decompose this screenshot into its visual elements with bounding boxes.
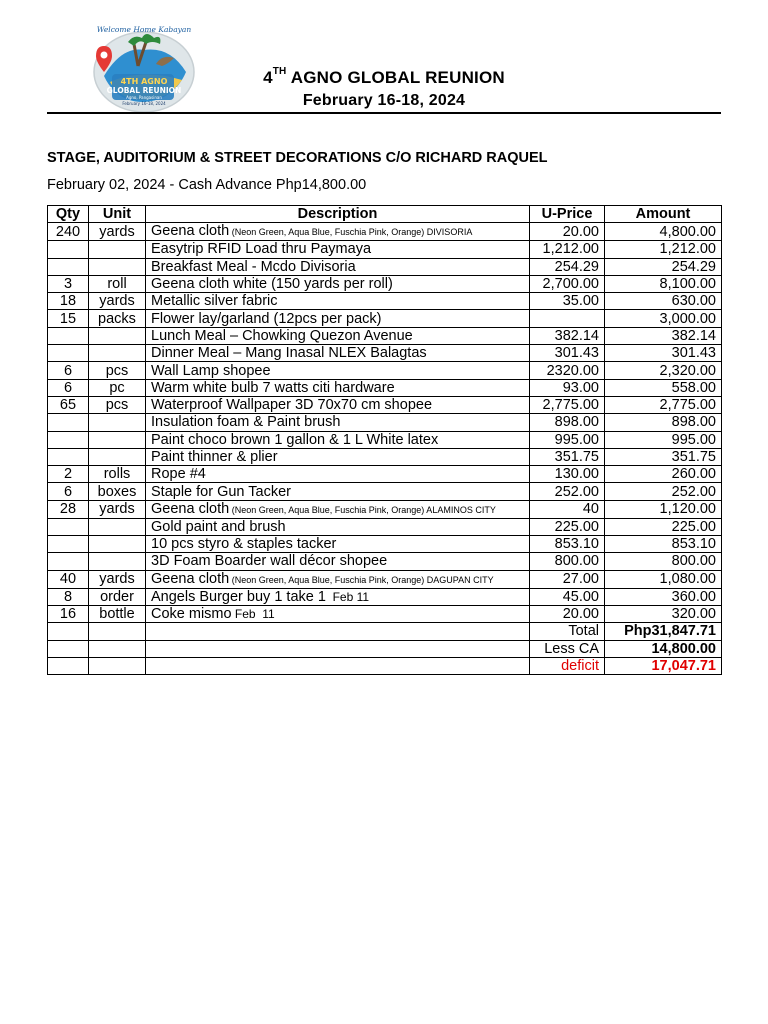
cell-qty [48, 241, 89, 258]
description-note: (Neon Green, Aqua Blue, Fuschia Pink, Orange) ALAMINOS CITY [229, 504, 496, 515]
event-title-text: AGNO GLOBAL REUNION [286, 68, 505, 87]
cell-unit: yards [89, 293, 146, 310]
cell-unit [89, 345, 146, 362]
cell-qty [48, 414, 89, 431]
description-text: Paint choco brown 1 gallon & 1 L White latex [151, 431, 439, 448]
cell-amount: 225.00 [605, 518, 722, 535]
cell-amount: 4,800.00 [605, 223, 722, 241]
cell-description [146, 483, 530, 500]
cell-unit: yards [89, 223, 146, 241]
cell-description [146, 223, 530, 241]
cell-unit [89, 448, 146, 465]
cell-qty: 16 [48, 605, 89, 622]
cell-amount: 252.00 [605, 483, 722, 500]
cell-uprice: 898.00 [530, 414, 605, 431]
table-row [48, 518, 722, 535]
cell-amount: 2,320.00 [605, 362, 722, 379]
cell-uprice: 45.00 [530, 588, 605, 605]
table-row [48, 396, 722, 413]
summary-label: deficit [530, 657, 605, 674]
cell-uprice: 382.14 [530, 327, 605, 344]
logo-line4: February 16-18, 2024 [122, 101, 166, 106]
cell-description [146, 275, 530, 292]
cell-description [146, 570, 530, 588]
cell-description [146, 293, 530, 310]
cell-description [146, 448, 530, 465]
cell-uprice: 20.00 [530, 605, 605, 622]
cell-unit: yards [89, 500, 146, 518]
cell-unit: rolls [89, 466, 146, 483]
cell-amount: 360.00 [605, 588, 722, 605]
event-title [160, 68, 608, 88]
cell-uprice: 225.00 [530, 518, 605, 535]
empty-cell [89, 640, 146, 657]
description-note: (Neon Green, Aqua Blue, Fuschia Pink, Orange) DIVISORIA [229, 227, 473, 238]
empty-cell [48, 640, 89, 657]
cell-amount: 254.29 [605, 258, 722, 275]
cell-qty [48, 327, 89, 344]
cell-unit: pc [89, 379, 146, 396]
cell-qty: 28 [48, 500, 89, 518]
cell-amount: 382.14 [605, 327, 722, 344]
cell-unit: packs [89, 310, 146, 327]
cell-description [146, 379, 530, 396]
description-text: Geena cloth [151, 570, 230, 587]
description-note: (Neon Green, Aqua Blue, Fuschia Pink, Orange) DAGUPAN CITY [229, 574, 494, 585]
summary-value: Php31,847.71 [605, 623, 722, 640]
cell-uprice: 301.43 [530, 345, 605, 362]
cash-advance-line: February 02, 2024 - Cash Advance Php14,800.00 [47, 177, 367, 193]
summary-label: Less CA [530, 640, 605, 657]
cell-qty: 65 [48, 396, 89, 413]
table-row [48, 500, 722, 518]
description-text: Waterproof Wallpaper 3D 70x70 cm shopee [151, 397, 433, 414]
cell-qty: 3 [48, 275, 89, 292]
cell-description [146, 327, 530, 344]
cell-amount: 558.00 [605, 379, 722, 396]
cell-amount: 995.00 [605, 431, 722, 448]
summary-row-total [48, 623, 722, 640]
description-text: Flower lay/garland (12pcs per pack) [151, 310, 382, 327]
cell-qty: 2 [48, 466, 89, 483]
cell-description [146, 466, 530, 483]
cell-uprice: 40 [530, 500, 605, 518]
cell-unit [89, 258, 146, 275]
cell-description [146, 518, 530, 535]
cell-description [146, 362, 530, 379]
header-description: Description [146, 206, 530, 223]
cell-uprice: 27.00 [530, 570, 605, 588]
logo-line3: Agno, Pangasinan [126, 95, 162, 100]
cell-unit [89, 431, 146, 448]
description-text: Paint thinner & plier [151, 449, 278, 465]
cell-description [146, 588, 530, 605]
cell-unit [89, 414, 146, 431]
cell-qty [48, 431, 89, 448]
cell-qty: 6 [48, 362, 89, 379]
cell-amount: 1,080.00 [605, 570, 722, 588]
cell-qty [48, 553, 89, 570]
empty-cell [146, 623, 530, 640]
description-text: Lunch Meal – Chowking Quezon Avenue [151, 327, 413, 344]
table-row [48, 536, 722, 553]
description-date: Feb 11 [325, 589, 370, 604]
empty-cell [146, 657, 530, 674]
cell-amount: 8,100.00 [605, 275, 722, 292]
section-title: STAGE, AUDITORIUM & STREET DECORATIONS C/O RICHARD RAQUEL [47, 150, 548, 166]
description-text: Angels Burger buy 1 take 1 [151, 588, 326, 605]
cell-qty: 240 [48, 223, 89, 241]
description-text: 3D Foam Boarder wall décor shopee [151, 553, 388, 570]
empty-cell [89, 623, 146, 640]
cell-description [146, 310, 530, 327]
description-text: Coke mismo [151, 606, 232, 623]
cell-uprice: 2,775.00 [530, 396, 605, 413]
table-row [48, 431, 722, 448]
cell-uprice: 1,212.00 [530, 241, 605, 258]
table-row [48, 553, 722, 570]
cell-description [146, 536, 530, 553]
table-row [48, 362, 722, 379]
empty-cell [146, 640, 530, 657]
cell-amount: 3,000.00 [605, 310, 722, 327]
description-text: Rope #4 [151, 466, 206, 483]
cell-amount: 630.00 [605, 293, 722, 310]
cell-unit: pcs [89, 362, 146, 379]
table-row [48, 258, 722, 275]
cell-uprice: 130.00 [530, 466, 605, 483]
logo-script: Welcome Home Kabayan [96, 25, 192, 34]
header-divider [47, 112, 721, 114]
cell-amount: 260.00 [605, 466, 722, 483]
header-uprice: U-Price [530, 206, 605, 223]
cell-qty [48, 258, 89, 275]
table-row [48, 414, 722, 431]
empty-cell [48, 657, 89, 674]
description-text: Geena cloth [151, 500, 230, 517]
event-title-suffix: TH [272, 66, 287, 77]
description-text: Warm white bulb 7 watts citi hardware [151, 379, 395, 396]
cell-qty: 6 [48, 483, 89, 500]
table-row [48, 605, 722, 622]
cell-qty [48, 345, 89, 362]
cell-description [146, 396, 530, 413]
cell-unit [89, 327, 146, 344]
cell-qty: 40 [48, 570, 89, 588]
cell-amount: 898.00 [605, 414, 722, 431]
cell-uprice: 20.00 [530, 223, 605, 241]
table-row [48, 379, 722, 396]
description-date: Feb 11 [231, 607, 275, 622]
header-amount: Amount [605, 206, 722, 223]
cell-qty [48, 448, 89, 465]
cell-amount: 1,120.00 [605, 500, 722, 518]
cell-amount: 1,212.00 [605, 241, 722, 258]
description-text: Easytrip RFID Load thru Paymaya [151, 241, 372, 258]
cell-unit: roll [89, 275, 146, 292]
table-row [48, 570, 722, 588]
table-row [48, 327, 722, 344]
table-row [48, 310, 722, 327]
summary-value: 17,047.71 [605, 657, 722, 674]
cell-description [146, 553, 530, 570]
cell-qty [48, 536, 89, 553]
cell-unit [89, 518, 146, 535]
description-text: Breakfast Meal - Mcdo Divisoria [151, 258, 356, 275]
cell-uprice: 2320.00 [530, 362, 605, 379]
table-row [48, 275, 722, 292]
expense-table [47, 205, 722, 675]
cell-unit [89, 241, 146, 258]
cell-uprice: 254.29 [530, 258, 605, 275]
cell-amount: 2,775.00 [605, 396, 722, 413]
cell-uprice: 853.10 [530, 536, 605, 553]
description-text: Geena cloth [151, 223, 230, 240]
event-dates: February 16-18, 2024 [302, 92, 466, 109]
table-row [48, 466, 722, 483]
table-row [48, 293, 722, 310]
cell-uprice: 35.00 [530, 293, 605, 310]
cell-qty: 18 [48, 293, 89, 310]
cell-amount: 800.00 [605, 553, 722, 570]
cell-description [146, 258, 530, 275]
cell-description [146, 431, 530, 448]
cell-uprice: 252.00 [530, 483, 605, 500]
logo-line1: 4TH AGNO [120, 77, 168, 86]
cell-uprice [530, 310, 605, 327]
description-text: 10 pcs styro & staples tacker [151, 536, 337, 553]
summary-row-less [48, 640, 722, 657]
description-text: Metallic silver fabric [151, 293, 278, 310]
event-title-number: 4 [263, 68, 273, 87]
cell-description [146, 605, 530, 622]
description-text: Insulation foam & Paint brush [151, 414, 341, 431]
summary-row-deficit [48, 657, 722, 674]
cell-unit: bottle [89, 605, 146, 622]
empty-cell [48, 623, 89, 640]
cell-amount: 301.43 [605, 345, 722, 362]
header-unit: Unit [89, 206, 146, 223]
header-qty: Qty [48, 206, 89, 223]
cell-description [146, 345, 530, 362]
cell-unit: boxes [89, 483, 146, 500]
cell-unit [89, 536, 146, 553]
cell-description [146, 241, 530, 258]
table-row [48, 483, 722, 500]
summary-label: Total [530, 623, 605, 640]
description-text: Wall Lamp shopee [151, 362, 271, 379]
cell-description [146, 500, 530, 518]
table-row [48, 241, 722, 258]
table-row [48, 345, 722, 362]
cell-amount: 853.10 [605, 536, 722, 553]
summary-value: 14,800.00 [605, 640, 722, 657]
cell-qty [48, 518, 89, 535]
description-text: Gold paint and brush [151, 518, 286, 535]
cell-amount: 320.00 [605, 605, 722, 622]
cell-qty: 15 [48, 310, 89, 327]
cell-uprice: 351.75 [530, 448, 605, 465]
cell-qty: 6 [48, 379, 89, 396]
cell-unit [89, 553, 146, 570]
description-text: Geena cloth white (150 yards per roll) [151, 276, 393, 293]
logo-line2: GLOBAL REUNION [106, 86, 182, 95]
empty-cell [89, 657, 146, 674]
cell-uprice: 93.00 [530, 379, 605, 396]
cell-uprice: 995.00 [530, 431, 605, 448]
table-header-row [48, 206, 722, 223]
cell-unit: pcs [89, 396, 146, 413]
cell-uprice: 2,700.00 [530, 275, 605, 292]
description-text: Dinner Meal – Mang Inasal NLEX Balagtas [151, 345, 427, 362]
cell-description [146, 414, 530, 431]
table-row [48, 588, 722, 605]
cell-amount: 351.75 [605, 448, 722, 465]
description-text: Staple for Gun Tacker [151, 483, 291, 500]
cell-qty: 8 [48, 588, 89, 605]
cell-uprice: 800.00 [530, 553, 605, 570]
table-row [48, 448, 722, 465]
cell-unit: order [89, 588, 146, 605]
cell-unit: yards [89, 570, 146, 588]
table-row [48, 223, 722, 241]
